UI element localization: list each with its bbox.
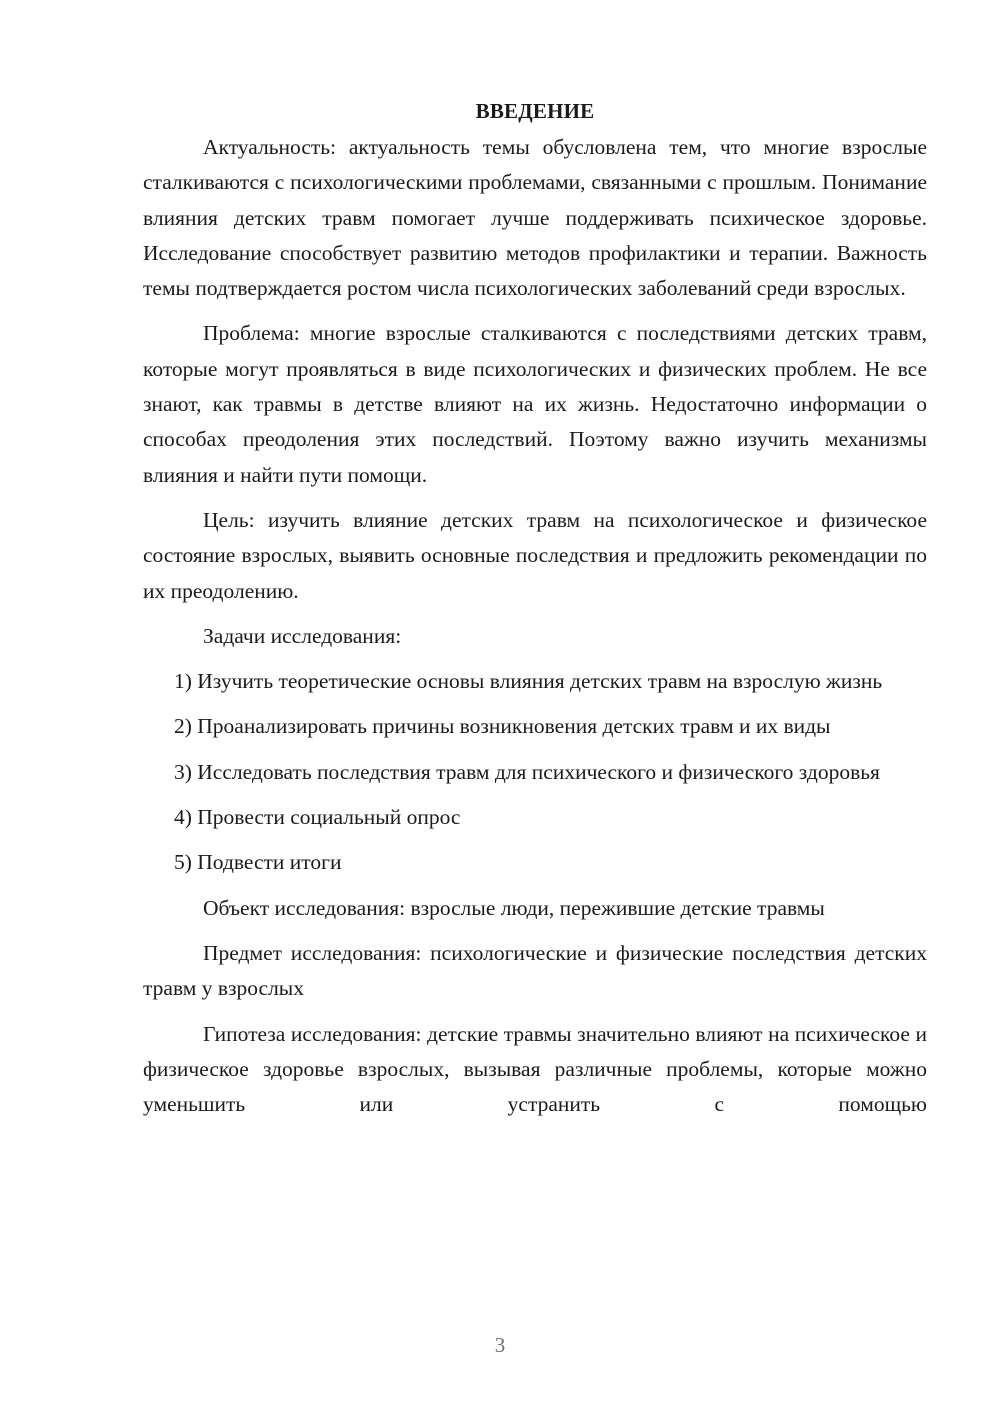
task-item: 5) Подвести итоги bbox=[174, 850, 342, 875]
task-item: 2) Проанализировать причины возникновения детских травм и их виды bbox=[174, 714, 831, 739]
relevance-paragraph: Актуальность: актуальность темы обусловлена тем, что многие взрослые сталкиваются с психологическими проблемами, связанными с прошлым. Понимание влияния детских травм помогает лучше поддерживать психическое здоровье. Исследование способствует развитию методов профилактики и терапии. Важность темы подтверждается ростом числа психологических заболеваний среди взрослых. bbox=[143, 135, 927, 301]
page-content bbox=[143, 94, 927, 1122]
section-title: ВВЕДЕНИЕ bbox=[475, 99, 595, 123]
goal-paragraph: Цель: изучить влияние детских травм на психологическое и физическое состояние взрослых, выявить основные последствия и предложить рекомендации по их преодолению. bbox=[143, 507, 927, 603]
problem-paragraph: Проблема: многие взрослые сталкиваются с последствиями детских травм, которые могут проявляться в виде психологических и физических проблем. Не все знают, как травмы в детстве влияют на их жизнь. Недостаточно информации о способах преодоления этих последствий. Поэтому важно изучить механизмы влияния и найти пути помощи. bbox=[143, 321, 927, 487]
hypothesis-paragraph: Гипотеза исследования: детские травмы значительно влияют на психическое и физическое здоровье взрослых, вызывая различные проблемы, которые можно уменьшить или устранить с помощью bbox=[143, 1021, 927, 1117]
task-item: 1) Изучить теоретические основы влияния детских травм на взрослую жизнь bbox=[174, 669, 883, 694]
tasks-heading: Задачи исследования: bbox=[203, 623, 402, 648]
page-number: 3 bbox=[494, 1333, 506, 1357]
task-item: 4) Провести социальный опрос bbox=[174, 805, 461, 830]
subject-paragraph: Предмет исследования: психологические и физические последствия детских травм у взрослых bbox=[143, 940, 927, 1001]
object-paragraph: Объект исследования: взрослые люди, пережившие детские травмы bbox=[203, 895, 825, 920]
tasks-list bbox=[143, 664, 927, 880]
task-item: 3) Исследовать последствия травм для психического и физического здоровья bbox=[174, 759, 880, 784]
